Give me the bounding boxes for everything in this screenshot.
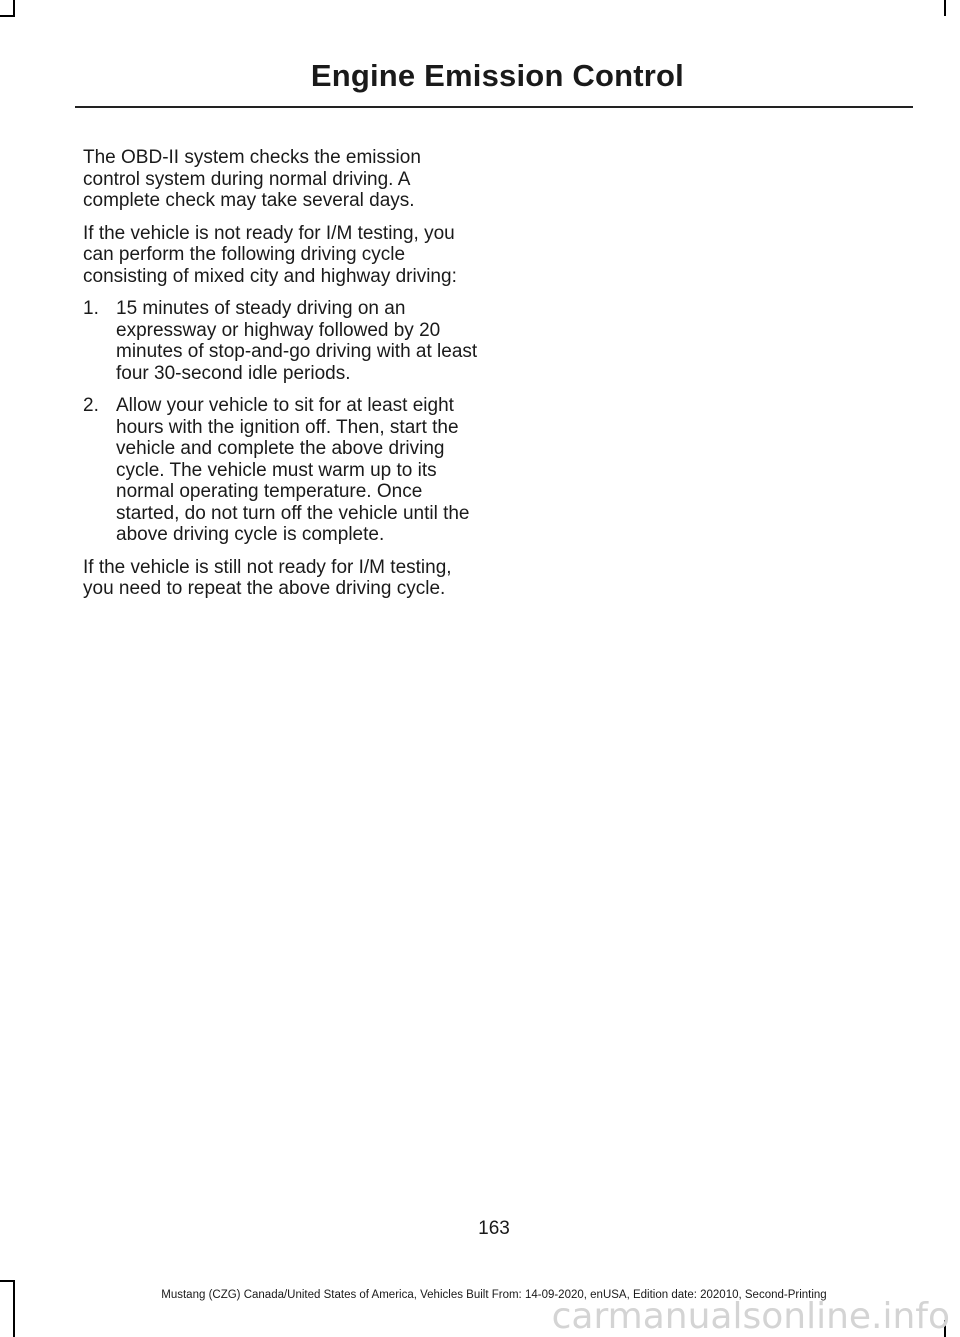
paragraph-obd-system: The OBD-II system checks the emission control system during normal driving. A complete check may take several days. [83, 147, 421, 211]
step-number: 1. [83, 298, 99, 319]
driving-cycle-steps [83, 298, 478, 546]
list-item [83, 298, 478, 384]
paragraph-not-ready: If the vehicle is not ready for I/M testing, you can perform the following driving cycle consisting of mixed city and highway driving: [83, 222, 457, 287]
crop-mark [0, 15, 15, 17]
page-number: 163 [478, 1218, 510, 1239]
crop-mark [13, 0, 15, 16]
page-title: Engine Emission Control [310, 58, 684, 93]
step-number: 2. [83, 395, 99, 416]
title-divider [75, 106, 913, 108]
main-content [83, 147, 478, 611]
step-text: Allow your vehicle to sit for at least eight hours with the ignition off. Then, start the vehicle and complete the above driving cycle. The vehicle must warm up to its normal operating temperature. Once started, do not turn off the vehicle until the above driving cycle is complete. [116, 395, 470, 545]
watermark: carmanualsonline.info [551, 1296, 950, 1337]
crop-mark [944, 0, 946, 16]
step-text: 15 minutes of steady driving on an expressway or highway followed by 20 minutes of stop-and-go driving with at least four 30-second idle periods. [116, 298, 478, 384]
document-info: Mustang (CZG) Canada/United States of America, Vehicles Built From: 14-09-2020, enUSA, Edition date: 202010, Second-Printing [161, 1289, 827, 1301]
list-item [83, 395, 478, 546]
crop-mark [0, 1280, 15, 1282]
paragraph-repeat-cycle: If the vehicle is still not ready for I/M testing, you need to repeat the above driving cycle. [83, 556, 452, 599]
